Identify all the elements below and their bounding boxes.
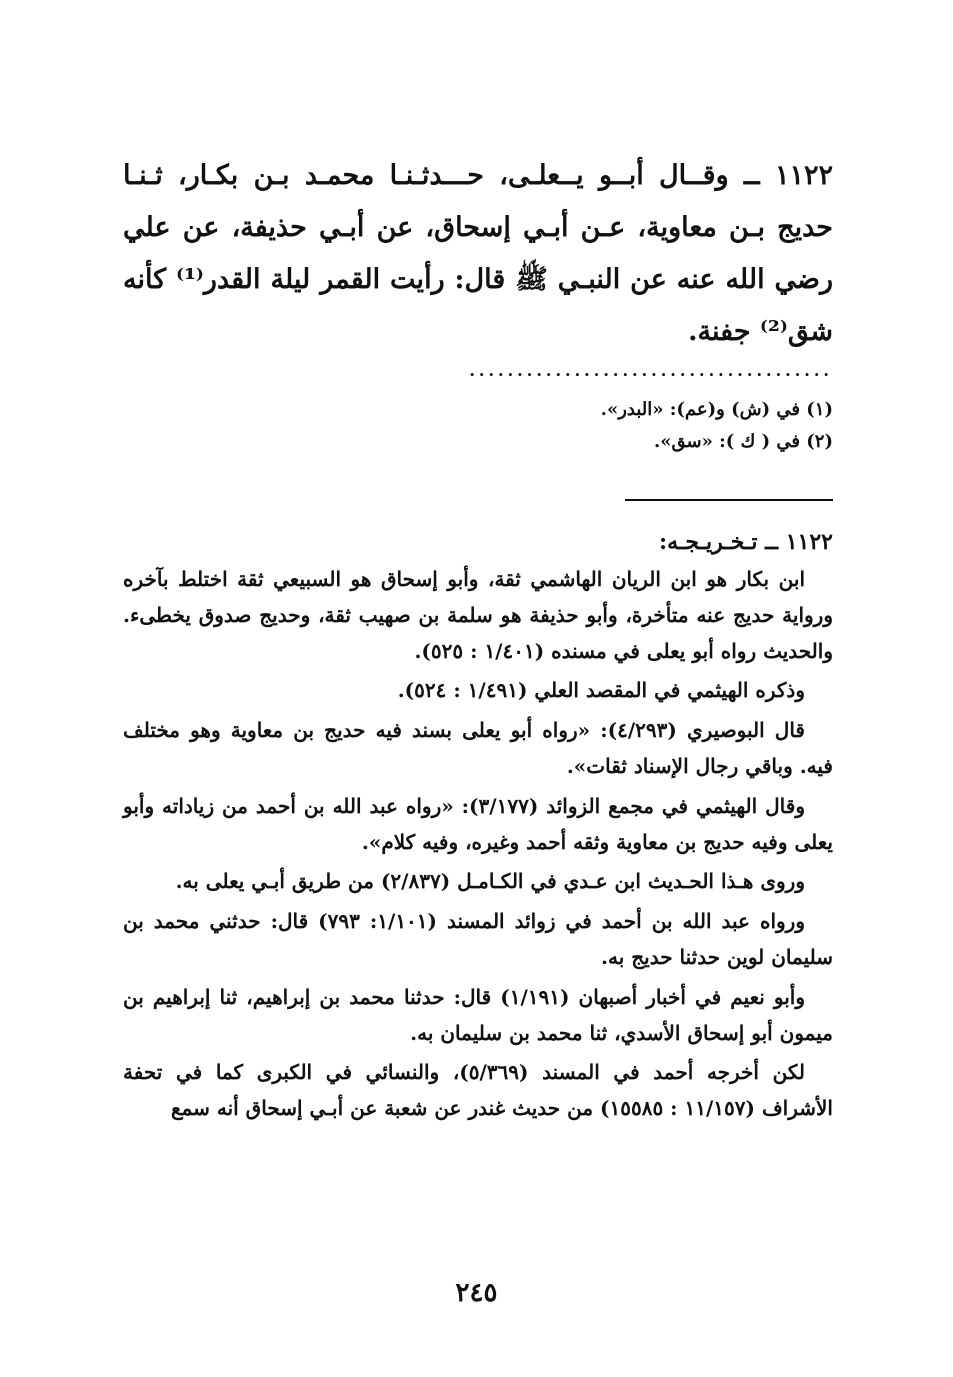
footnote-1: (١) في (ش) و(عم): «البدر». (600, 399, 833, 420)
page-number: ٢٤٥ (455, 1278, 498, 1308)
takhrij-paragraph: ابن بكار هو ابن الريان الهاشمي ثقة، وأبو إسحاق هو السبيعي ثقة اختلط بآخره ورواية حديج عنه متأخرة، وأبو حذيفة هو سلمة بن صهيب ثقة، وحديج صدوق يخطىء. والحديث رواه أبو يعلى في مسنده (١/٤٠١ : ٥٢٥). (123, 567, 833, 663)
footnote-dotted-separator: ...................................... (469, 361, 833, 380)
takhrij-paragraph: وروى هـذا الحـديث ابن عـدي في الكـامـل (٢/٨٣٧) من طريق أبـي يعلى به. (175, 869, 805, 894)
takhrij-paragraph: وأبو نعيم في أخبار أصبهان (١/١٩١) قال: حدثنا محمد بن إبراهيم، ثنا إبراهيم بن ميمون أبو إسحاق الأسدي، ثنا محمد بن سليمان به. (123, 984, 833, 1045)
section-divider-line (625, 499, 833, 501)
takhrij-body (123, 562, 833, 1131)
takhrij-paragraph: وذكره الهيثمي في المقصد العلي (١/٤٩١ : ٥٢٤). (397, 678, 805, 703)
takhrij-paragraph: لكن أخرجه أحمد في المسند (٥/٣٦٩)، والنسائي في الكبرى كما في تحفة الأشراف (١١/١٥٧ : ١٥٥٨٥) من حديث غندر عن شعبة عن أبـي إسحاق أنه سمع (123, 1060, 833, 1121)
takhrij-paragraph: ورواه عبد الله بن أحمد في زوائد المسند (١/١٠١: ٧٩٣) قال: حدثني محمد بن سليمان لوين حدثنا حديج به. (123, 909, 833, 969)
hadith-text: ١١٢٢ ــ وقــال أبــو يــعلـى، حـــدثـنـا محمـد بـن بكـار، ثـنـا حديج بـن معاوية، عـن أبـي إسحاق، عن أبـي حذيفة، عن علي رضي الله عنه عن النبـي ﷺ قال: رأيت القمر ليلة القدر⁽¹⁾ كأنه شق⁽²⁾ جفنة. (123, 160, 833, 347)
footnotes (123, 394, 833, 458)
hadith-text-block (123, 150, 833, 358)
takhrij-paragraph: وقال الهيثمي في مجمع الزوائد (٣/١٧٧): «رواه عبد الله بن أحمد من زياداته وأبو يعلى وفيه حديج بن معاوية وثقه أحمد وغيره، وفيه كلام». (123, 793, 833, 854)
footnote-2: (٢) في ( ك ): «سق». (653, 431, 833, 452)
takhrij-paragraph: قال البوصيري (٤/٢٩٣): «رواه أبو يعلى بسند فيه حديج بن معاوية وهو مختلف فيه. وباقي رجال الإسناد ثقات». (123, 718, 833, 778)
takhrij-heading: ١١٢٢ ــ تـخـريـجـه: (659, 529, 833, 555)
